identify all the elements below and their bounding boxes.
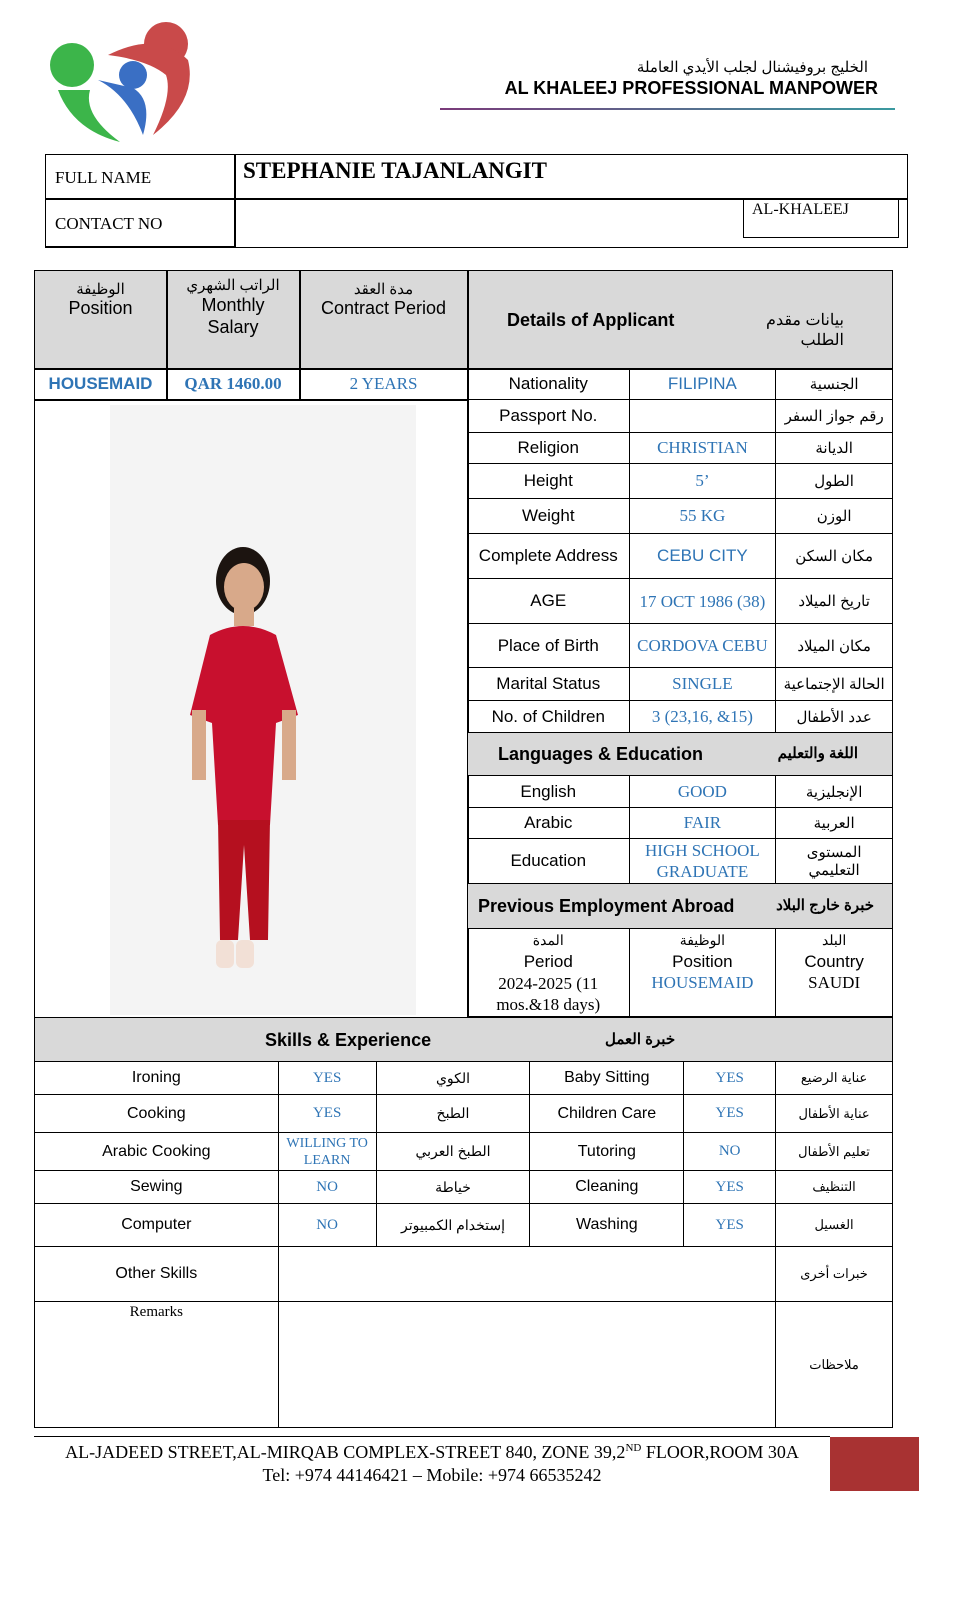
- other-skills-label: Other Skills: [35, 1247, 279, 1302]
- skill-tutoring-ar: تعليم الأطفال: [776, 1133, 893, 1171]
- skill-washing-ar: الغسيل: [776, 1204, 893, 1247]
- languages-title-ar: اللغة والتعليم: [777, 744, 858, 762]
- value-arabic: FAIR: [629, 808, 776, 839]
- skill-arabic-cooking-ar: الطبخ العربي: [376, 1133, 530, 1171]
- label-english-ar: الإنجليزية: [776, 776, 893, 808]
- skill-childrencare: Children Care: [530, 1095, 684, 1133]
- employment-title: Previous Employment Abroad: [478, 895, 735, 916]
- skill-babysitting-value: YES: [684, 1062, 776, 1095]
- value-birthplace: CORDOVA CEBU: [629, 624, 776, 668]
- value-english: GOOD: [629, 776, 776, 808]
- skill-ironing-ar: الكوي: [376, 1062, 530, 1095]
- label-arabic-ar: العربية: [776, 808, 893, 839]
- skill-washing-value: YES: [684, 1204, 776, 1247]
- applicant-photo: [110, 405, 416, 1015]
- skill-cooking: Cooking: [35, 1095, 279, 1133]
- value-religion: CHRISTIAN: [629, 433, 776, 464]
- full-name-label: FULL NAME: [55, 168, 152, 187]
- label-religion-ar: الديانة: [776, 433, 893, 464]
- skill-arabic-cooking-value: WILLING TO LEARN: [278, 1133, 376, 1171]
- skill-tutoring: Tutoring: [530, 1133, 684, 1171]
- company-name-arabic: الخليج بروفيشنال لجلب الأيدي العاملة: [636, 59, 868, 76]
- value-weight: 55 KG: [629, 499, 776, 534]
- skill-babysitting-ar: عناية الرضيع: [776, 1062, 893, 1095]
- remarks-label: Remarks: [35, 1302, 279, 1428]
- country-value: SAUDI: [776, 973, 893, 1017]
- contact-label: CONTACT NO: [55, 214, 163, 233]
- details-title: Details of Applicant: [507, 310, 675, 330]
- label-nationality-ar: الجنسية: [776, 369, 893, 400]
- salary-header: الراتب الشهري Monthly Salary: [186, 277, 280, 337]
- remarks-value: [278, 1302, 775, 1428]
- contract-value: 2 YEARS: [349, 374, 418, 393]
- other-skills-value: [278, 1247, 775, 1302]
- country-header: البلد Country: [776, 929, 893, 973]
- details-table: [467, 368, 893, 1017]
- label-height: Height: [468, 464, 630, 499]
- skill-computer-ar: إستخدام الكمبيوتر: [376, 1204, 530, 1247]
- value-children: 3 (23,16, &15): [629, 701, 776, 733]
- emp-position-header: الوظيفة Position: [629, 929, 776, 973]
- employment-title-ar: خبرة خارج البلاد: [776, 896, 874, 914]
- label-arabic: Arabic: [468, 808, 630, 839]
- label-religion: Religion: [468, 433, 630, 464]
- company-name-english: AL KHALEEJ PROFESSIONAL MANPOWER: [504, 78, 878, 98]
- skill-washing: Washing: [530, 1204, 684, 1247]
- skill-tutoring-value: NO: [684, 1133, 776, 1171]
- period-value: 2024-2025 (11 mos.&18 days): [468, 973, 630, 1017]
- skill-cleaning: Cleaning: [530, 1171, 684, 1204]
- value-height: 5’: [629, 464, 776, 499]
- value-age: 17 OCT 1986 (38): [629, 579, 776, 624]
- label-age: AGE: [468, 579, 630, 624]
- position-header: الوظيفة Position: [68, 281, 133, 318]
- label-passport-ar: رقم جواز السفر: [776, 400, 893, 433]
- label-marital-ar: الحالة الإجتماعية: [776, 668, 893, 701]
- skill-babysitting: Baby Sitting: [530, 1062, 684, 1095]
- label-children-ar: عدد الأطفال: [776, 701, 893, 733]
- skill-computer: Computer: [35, 1204, 279, 1247]
- label-address-ar: مكان السكن: [776, 534, 893, 579]
- skill-ironing: Ironing: [35, 1062, 279, 1095]
- skills-table: [34, 1017, 893, 1428]
- label-marital: Marital Status: [468, 668, 630, 701]
- skill-computer-value: NO: [278, 1204, 376, 1247]
- skill-sewing-ar: خياطة: [376, 1171, 530, 1204]
- other-skills-label-ar: خبرات أخرى: [776, 1247, 893, 1302]
- agency-box: AL-KHALEEJ: [743, 198, 899, 238]
- contract-header: مدة العقد Contract Period: [320, 281, 447, 318]
- skill-ironing-value: YES: [278, 1062, 376, 1095]
- skill-childrencare-ar: عناية الأطفال: [776, 1095, 893, 1133]
- period-header: المدة Period: [468, 929, 630, 973]
- label-birthplace: Place of Birth: [468, 624, 630, 668]
- skill-cooking-value: YES: [278, 1095, 376, 1133]
- label-education: Education: [468, 839, 630, 884]
- skills-title: Skills & Experience: [265, 1030, 432, 1050]
- full-name-value: STEPHANIE TAJANLANGIT: [243, 158, 547, 183]
- footer-address: AL-JADEED STREET,AL-MIRQAB COMPLEX-STREET 840, ZONE 39,2ND FLOOR,ROOM 30A: [65, 1442, 799, 1462]
- skills-title-ar: خبرة العمل: [605, 1031, 676, 1048]
- position-value: HOUSEMAID: [48, 374, 153, 393]
- label-weight-ar: الوزن: [776, 499, 893, 534]
- value-address: CEBU CITY: [629, 534, 776, 579]
- label-address: Complete Address: [468, 534, 630, 579]
- label-weight: Weight: [468, 499, 630, 534]
- value-marital: SINGLE: [629, 668, 776, 701]
- skill-cooking-ar: الطبخ: [376, 1095, 530, 1133]
- label-age-ar: تاريخ الميلاد: [776, 579, 893, 624]
- company-logo: [48, 20, 198, 145]
- label-education-ar: المستوى التعليمي: [776, 839, 893, 884]
- details-title-arabic: بيانات مقدم الطلب: [766, 312, 844, 349]
- value-education: HIGH SCHOOL GRADUATE: [629, 839, 776, 884]
- skill-sewing: Sewing: [35, 1171, 279, 1204]
- label-height-ar: الطول: [776, 464, 893, 499]
- label-birthplace-ar: مكان الميلاد: [776, 624, 893, 668]
- skill-sewing-value: NO: [278, 1171, 376, 1204]
- skill-cleaning-ar: التنظيف: [776, 1171, 893, 1204]
- header-divider: [440, 108, 895, 110]
- value-passport: [629, 400, 776, 433]
- label-passport: Passport No.: [468, 400, 630, 433]
- footer-divider: [34, 1436, 830, 1437]
- salary-value: QAR 1460.00: [184, 374, 282, 393]
- emp-position-value: HOUSEMAID: [629, 973, 776, 1017]
- footer-red-block: [830, 1437, 919, 1491]
- label-nationality: Nationality: [468, 369, 630, 400]
- skill-cleaning-value: YES: [684, 1171, 776, 1204]
- label-children: No. of Children: [468, 701, 630, 733]
- remarks-label-ar: ملاحظات: [776, 1302, 893, 1428]
- label-english: English: [468, 776, 630, 808]
- skill-childrencare-value: YES: [684, 1095, 776, 1133]
- footer-phones: Tel: +974 44146421 – Mobile: +974 66535242: [262, 1465, 602, 1485]
- value-nationality: FILIPINA: [629, 369, 776, 400]
- skill-arabic-cooking: Arabic Cooking: [35, 1133, 279, 1171]
- languages-title: Languages & Education: [498, 743, 704, 764]
